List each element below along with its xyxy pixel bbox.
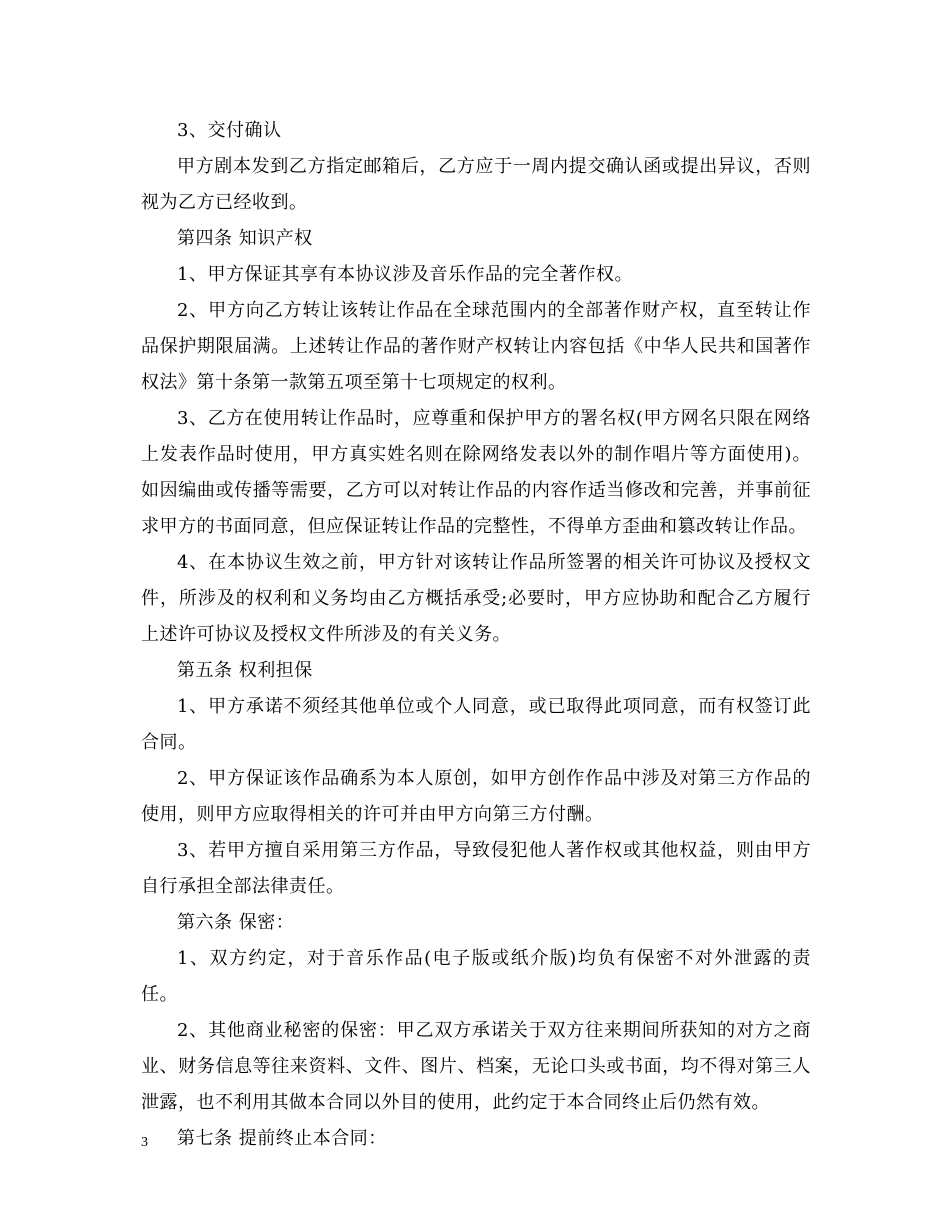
paragraph-confidentiality-1: 1、双方约定，对于音乐作品(电子版或纸介版)均负有保密不对外泄露的责任。 [141,948,811,1005]
article-7-heading: 第七条 提前终止本合同： [177,1128,387,1149]
paragraph-warranty-3: 3、若甲方擅自采用第三方作品，导致侵犯他人著作权或其他权益，则由甲方自行承担全部法律责任。 [141,840,811,897]
paragraph-ip-2: 2、甲方向乙方转让该转让作品在全球范围内的全部著作财产权，直至转让作品保护期限届满。上述转让作品的著作财产权转让内容包括《中华人民共和国著作权法》第十条第一款第五项至第十七项规定的权利。 [141,300,811,393]
document-body [141,113,811,1157]
paragraph-ip-3: 3、乙方在使用转让作品时，应尊重和保护甲方的署名权(甲方网名只限在网络上发表作品时使用，甲方真实姓名则在除网络发表以外的制作唱片等方面使用)。如因编曲或传播等需要，乙方可以对转让作品的内容作适当修改和完善，并事前征求甲方的书面同意，但应保证转让作品的完整性，不得单方歪曲和篡改转让作品。 [141,408,811,537]
article-5-heading: 第五条 权利担保 [177,660,313,681]
paragraph-delivery-confirmation: 甲方剧本发到乙方指定邮箱后，乙方应于一周内提交确认函或提出异议，否则视为乙方已经收到。 [141,156,811,213]
paragraph-confidentiality-2: 2、其他商业秘密的保密：甲乙双方承诺关于双方往来期间所获知的对方之商业、财务信息等往来资料、文件、图片、档案，无论口头或书面，均不得对第三人泄露，也不利用其做本合同以外目的使用，此约定于本合同终止后仍然有效。 [141,1020,811,1113]
article-4-heading: 第四条 知识产权 [177,228,313,249]
page-number: 3 [141,1135,148,1150]
article-6-heading: 第六条 保密： [177,912,295,933]
paragraph-ip-4: 4、在本协议生效之前，甲方针对该转让作品所签署的相关许可协议及授权文件，所涉及的权利和义务均由乙方概括承受;必要时，甲方应协助和配合乙方履行上述许可协议及授权文件所涉及的有关义务。 [141,552,811,645]
paragraph-delivery-confirmation-heading: 3、交付确认 [177,120,282,141]
paragraph-warranty-1: 1、甲方承诺不须经其他单位或个人同意，或已取得此项同意，而有权签订此合同。 [141,696,811,753]
paragraph-warranty-2: 2、甲方保证该作品确系为本人原创，如甲方创作作品中涉及对第三方作品的使用，则甲方应取得相关的许可并由甲方向第三方付酬。 [141,768,811,825]
paragraph-ip-1: 1、甲方保证其享有本协议涉及音乐作品的完全著作权。 [177,264,633,285]
